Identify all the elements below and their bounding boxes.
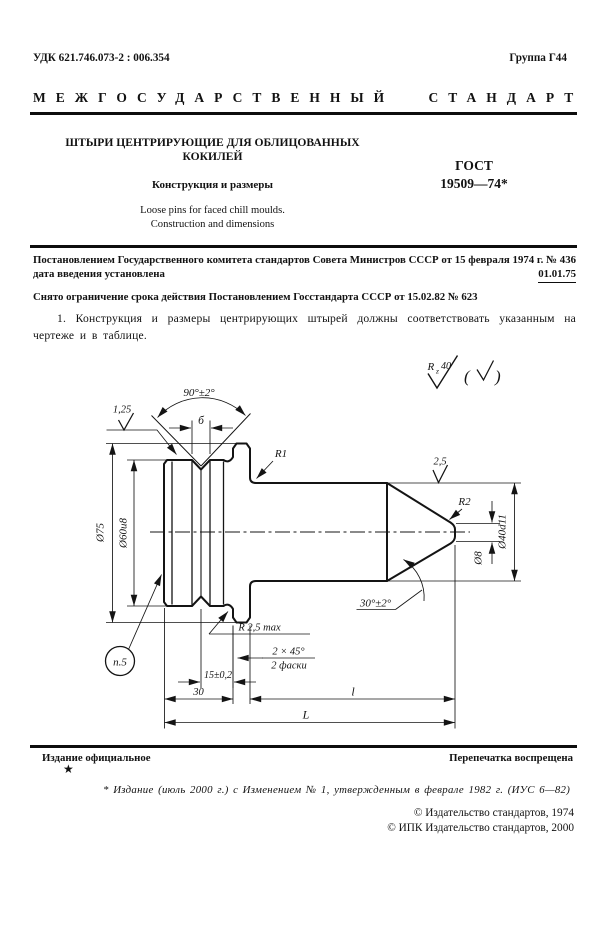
label-dim-L: L xyxy=(302,707,310,722)
label-cone-angle: 30°±2° xyxy=(359,597,392,610)
revocation-note: Снято ограничение срока действия Постановлением Госстандарта СССР от 15.02.82 № 623 xyxy=(33,291,478,303)
title-ru-line2: КОКИЛЕЙ xyxy=(182,150,243,164)
label-roughness-value: 40 xyxy=(441,361,451,372)
footer-rule xyxy=(30,745,577,748)
label-radius-r2: R2 xyxy=(458,496,471,508)
title-en-line1: Loose pins for faced chill moulds. xyxy=(140,204,285,216)
label-groove-width: б xyxy=(198,415,204,427)
copyright-line2: © ИПК Издательство стандартов, 2000 xyxy=(387,822,574,835)
label-dia-8: Ø8 xyxy=(472,551,485,565)
copyright-block xyxy=(387,806,574,837)
group-code: Группа Г44 xyxy=(509,52,567,64)
decree-paragraph xyxy=(33,253,576,283)
title-en-line2: Construction and dimensions xyxy=(150,218,275,230)
label-dia-75: Ø75 xyxy=(94,523,107,542)
roughness-check-groove xyxy=(119,413,134,430)
gost-designation xyxy=(410,157,538,193)
edition-footnote: * Издание (июль 2000 г.) с Изменением № 1, утвержденным в феврале 1982 г. (ИУС 6—82) xyxy=(103,784,571,796)
standard-type-banner: МЕЖГОСУДАРСТВЕННЫЙ СТАНДАРТ xyxy=(33,90,584,105)
label-radius-max: R 2,5 max xyxy=(238,622,281,634)
paren-open: ( xyxy=(464,367,470,386)
label-roughness-cone: 2,5 xyxy=(433,456,447,468)
decree-line1: Постановлением Государственного комитета стандартов Совета Министров СССР от 15 февраля 1974 г. № 436 xyxy=(33,254,576,266)
effective-date: 01.01.75 xyxy=(538,267,576,283)
pin-outline xyxy=(164,444,455,623)
decree-line2: дата введения установлена xyxy=(33,268,165,281)
roughness-check-general xyxy=(428,356,458,389)
dimension-labels xyxy=(95,361,509,722)
label-dia-40: Ø40d11 xyxy=(496,514,509,549)
subtitle-ru: Конструкция и размеры xyxy=(152,178,273,191)
clause-1: 1. Конструкция и размеры центрирующих штырей должны соответствовать указанным на чертеже и в таблице. xyxy=(33,312,576,342)
label-dim-15: 15±0,2 xyxy=(204,670,232,681)
title-ru-line1: ШТЫРИ ЦЕНТРИРУЮЩИЕ ДЛЯ ОБЛИЦОВАННЫХ xyxy=(65,136,360,149)
star-mark: ★ xyxy=(63,762,74,776)
label-chamfer-note: 2 фаски xyxy=(271,660,307,672)
label-roughness-r: R xyxy=(427,361,435,373)
label-dim-l: l xyxy=(351,684,355,699)
label-radius-r1: R1 xyxy=(274,448,288,460)
copyright-line1: © Издательство стандартов, 1974 xyxy=(413,807,574,819)
label-ref-note: п.5 xyxy=(113,656,127,669)
gost-word: ГОСТ xyxy=(455,158,493,173)
banner-rule xyxy=(30,112,577,115)
paren-close: ) xyxy=(495,367,501,386)
label-groove-angle: 90°±2° xyxy=(183,387,215,399)
title-block xyxy=(30,136,395,232)
udk-code: УДК 621.746.073-2 : 006.354 xyxy=(33,52,170,64)
section-rule-top xyxy=(30,245,577,248)
label-chamfer-size: 2 × 45° xyxy=(272,646,305,658)
roughness-check-cone xyxy=(433,465,448,483)
label-dia-60: Ø60u8 xyxy=(117,518,130,548)
dimension-lines xyxy=(106,356,522,729)
reprint-prohibited-note: Перепечатка воспрещена xyxy=(449,752,573,764)
pin-edge-lines xyxy=(172,461,224,606)
official-edition-note: Издание официальное xyxy=(42,752,151,764)
label-roughness-groove: 1,25 xyxy=(112,404,132,416)
label-dim-30: 30 xyxy=(193,687,204,698)
gost-number: 19509—74* xyxy=(440,176,508,192)
roughness-check-default xyxy=(477,361,494,381)
label-roughness-z: z xyxy=(436,366,439,376)
